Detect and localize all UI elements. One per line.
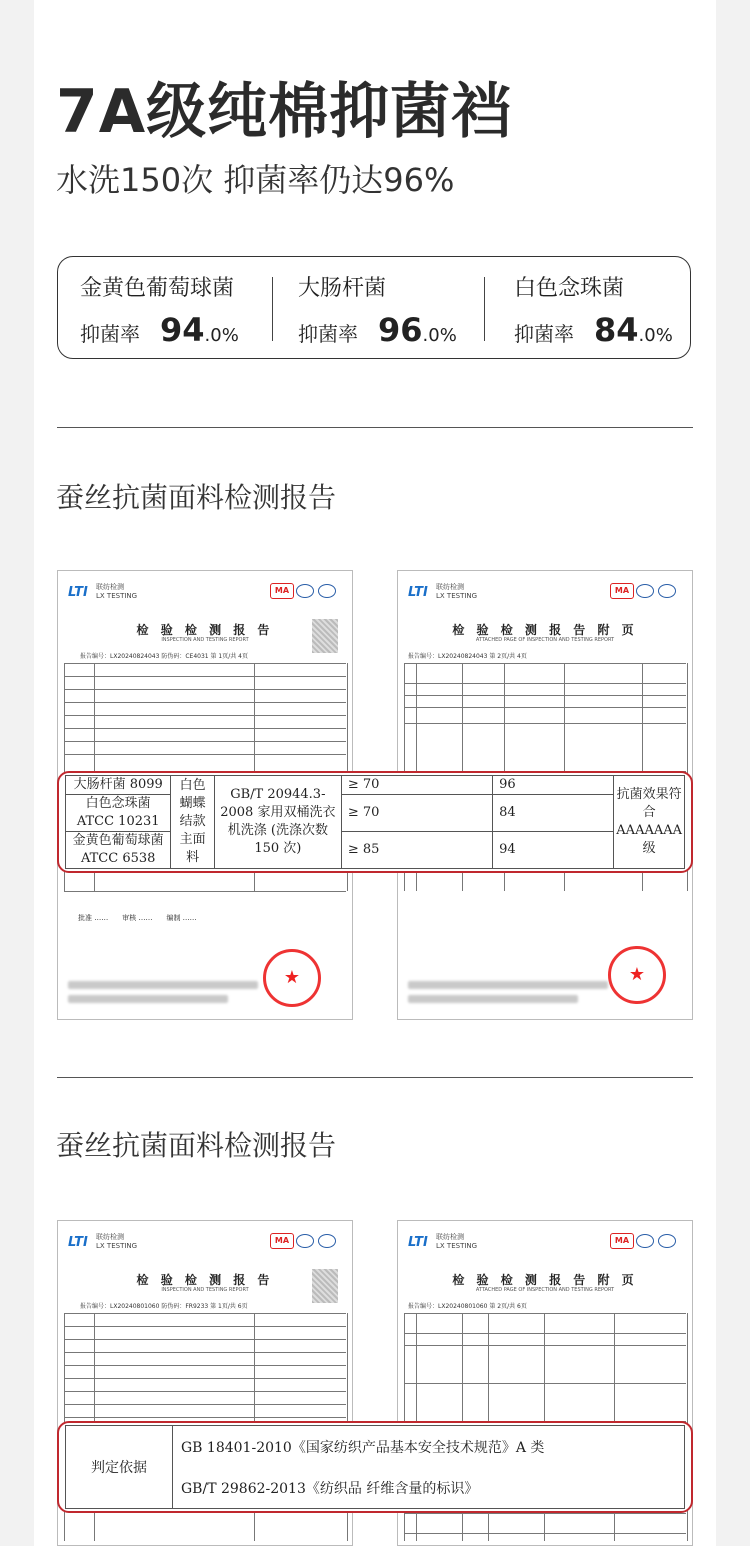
stats-box — [57, 256, 691, 359]
stat-unit: .0% — [204, 325, 239, 346]
ma-seal-icon: MA — [270, 1233, 294, 1249]
cnas-badge-icon — [658, 1234, 676, 1248]
cert-badge-icon — [636, 584, 654, 598]
ma-seal-icon: MA — [610, 583, 634, 599]
basis-label: 判定依据 — [66, 1426, 173, 1509]
report-meta: 报告编号：LX20240824043 第 2页/共 4页 — [408, 653, 527, 660]
section-divider — [57, 427, 693, 428]
red-seal-icon: ★ — [608, 946, 666, 1004]
section-title: 蚕丝抗菌面料检测报告 — [56, 481, 337, 514]
stat-ecoli — [298, 273, 457, 349]
cnas-badge-icon — [318, 584, 336, 598]
stat-value: 94 — [160, 311, 205, 349]
report-meta: 报告编号：LX20240824043 防伪码：CE4031 第 1页/共 4页 — [80, 653, 248, 660]
verdict-cell: 抗菌效果符合AAAAAAA级 — [614, 776, 685, 869]
logo-text: 联纺检测 LX TESTING — [436, 583, 478, 600]
ma-seal-icon: MA — [610, 1233, 634, 1249]
result-cell: 96 — [493, 776, 614, 795]
logo-text: 联纺检测 LX TESTING — [96, 583, 138, 600]
cert-badge-icon — [296, 584, 314, 598]
cert-badge-icon — [296, 1234, 314, 1248]
ma-seal-icon: MA — [270, 583, 294, 599]
report-heading-en: ATTACHED PAGE OF INSPECTION AND TESTING REPORT — [475, 637, 615, 643]
blurred-footer — [408, 981, 608, 989]
standard-basis-callout — [57, 1421, 693, 1513]
red-seal-icon: ★ — [263, 949, 321, 1007]
logo-text: 联纺检测 LX TESTING — [96, 1233, 138, 1250]
stat-value: 96 — [378, 311, 423, 349]
stat-name: 金黄色葡萄球菌 — [80, 276, 235, 301]
report-heading: 检 验 检 测 报 告 — [136, 623, 274, 637]
report-heading: 检 验 检 测 报 告 — [136, 1273, 274, 1287]
basis-standard-2: GB/T 29862-2013《纺织品 纤维含量的标识》 — [173, 1467, 685, 1509]
blurred-footer — [68, 995, 228, 1003]
divider — [272, 277, 273, 341]
cnas-badge-icon — [318, 1234, 336, 1248]
lti-logo: LTI — [68, 585, 88, 600]
method-cell: GB/T 20944.3-2008 家用双桶洗衣机洗涤 (洗涤次数 150 次) — [214, 776, 341, 869]
stat-name: 大肠杆菌 — [298, 276, 387, 301]
sample-cell: 白色蝴蝶结款主面料 — [171, 776, 214, 869]
blurred-footer — [408, 995, 578, 1003]
stat-unit: .0% — [638, 325, 673, 346]
signature-row: 批准 …… 审核 …… 编制 …… — [78, 914, 197, 922]
stat-staph — [80, 273, 239, 349]
result-cell: 94 — [493, 832, 614, 869]
stat-name: 白色念珠菌 — [514, 276, 625, 301]
report-heading: 检 验 检 测 报 告 附 页 — [452, 1273, 638, 1287]
section-divider — [57, 1077, 693, 1078]
strain-cell: 金黄色葡萄球菌 ATCC 6538 — [66, 832, 171, 869]
requirement-cell: ≥ 85 — [341, 832, 492, 869]
qr-code-icon — [312, 1269, 338, 1303]
report-heading-en: ATTACHED PAGE OF INSPECTION AND TESTING REPORT — [475, 1287, 615, 1293]
report-heading-en: INSPECTION AND TESTING REPORT — [161, 637, 249, 643]
report-heading: 检 验 检 测 报 告 附 页 — [452, 623, 638, 637]
logo-text: 联纺检测 LX TESTING — [436, 1233, 478, 1250]
stat-label: 抑菌率 — [514, 322, 574, 346]
strain-cell: 白色念珠菌 ATCC 10231 — [66, 795, 171, 832]
stat-value: 84 — [594, 311, 639, 349]
cnas-badge-icon — [658, 584, 676, 598]
cert-badge-icon — [636, 1234, 654, 1248]
page-subtitle: 水洗150次 抑菌率仍达96% — [56, 161, 455, 199]
report-meta: 报告编号：LX20240801060 第 2页/共 6页 — [408, 1303, 527, 1310]
lti-logo: LTI — [68, 1235, 88, 1250]
stat-candida — [514, 273, 673, 349]
requirement-cell: ≥ 70 — [341, 795, 492, 832]
blurred-footer — [68, 981, 258, 989]
stat-label: 抑菌率 — [80, 322, 140, 346]
stat-label: 抑菌率 — [298, 322, 358, 346]
result-cell: 84 — [493, 795, 614, 832]
lti-logo: LTI — [408, 1235, 428, 1250]
page-title: 7A级纯棉抑菌裆 — [56, 77, 513, 147]
test-result-callout — [57, 771, 693, 873]
strain-cell: 大肠杆菌 8099 — [66, 776, 171, 795]
qr-code-icon — [312, 619, 338, 653]
report-meta: 报告编号：LX20240801060 防伪码：FR9233 第 1页/共 6页 — [80, 1303, 248, 1310]
divider — [484, 277, 485, 341]
report-heading-en: INSPECTION AND TESTING REPORT — [161, 1287, 249, 1293]
section-title: 蚕丝抗菌面料检测报告 — [56, 1129, 337, 1162]
lti-logo: LTI — [408, 585, 428, 600]
stat-unit: .0% — [422, 325, 457, 346]
requirement-cell: ≥ 70 — [341, 776, 492, 795]
basis-standard-1: GB 18401-2010《国家纺织产品基本安全技术规范》A 类 — [173, 1426, 685, 1468]
